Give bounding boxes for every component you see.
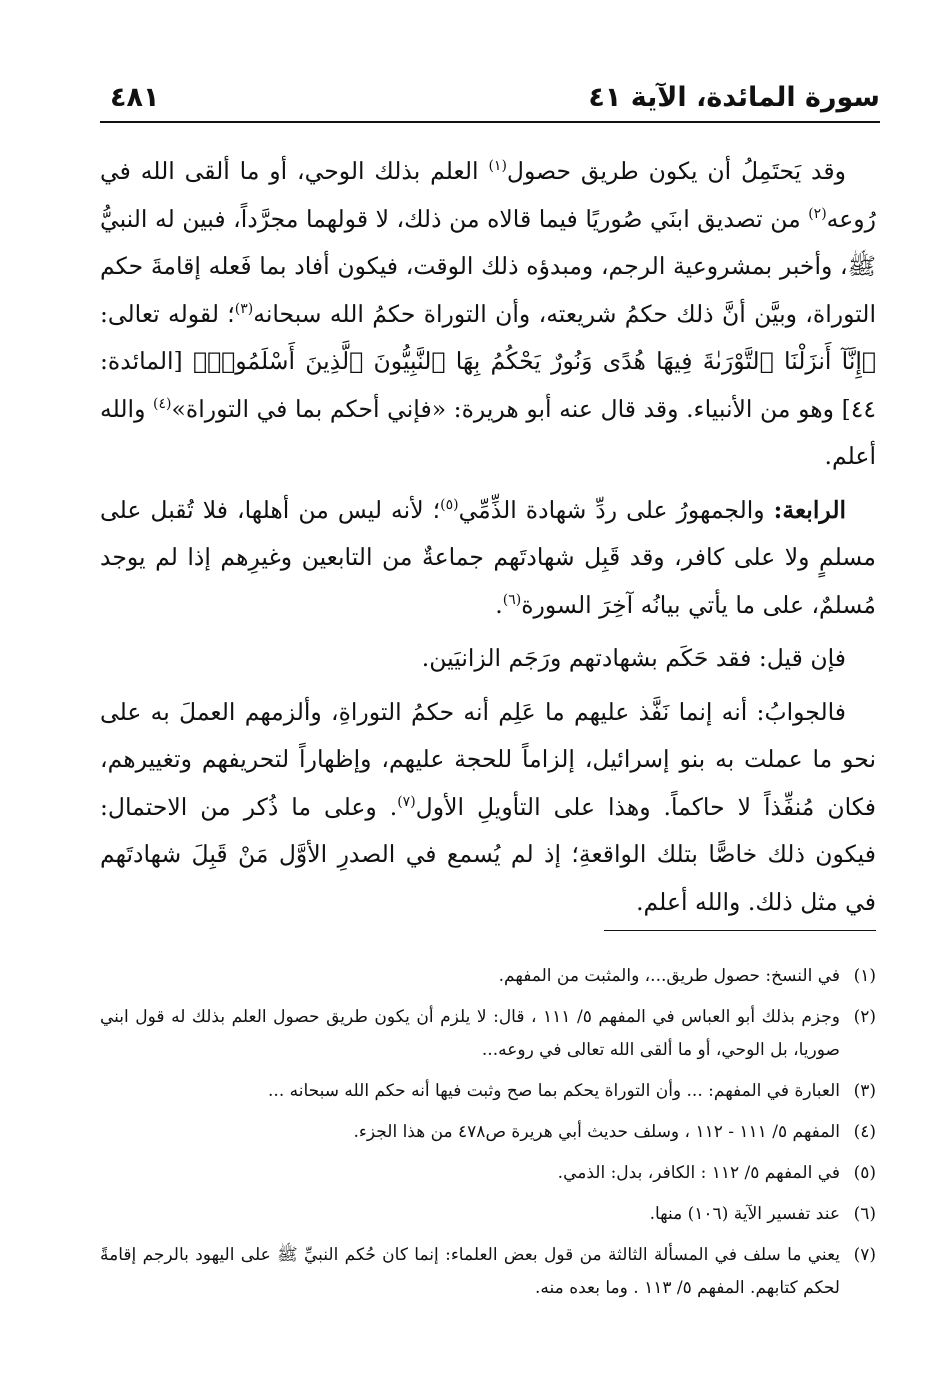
footnote-ref-5[interactable]: (٥) (440, 496, 459, 513)
footnote-ref-7[interactable]: (٧) (397, 793, 416, 810)
footnote-ref-1[interactable]: (١) (488, 158, 507, 175)
paragraph-2: الرابعة: والجمهورُ على ردِّ شهادة الذِّمِّي$^{(٥)}$؛ لأنه ليس من أهلها، فلا تُقبل على مسلمٍ ولا على كافر، وقد قَبِل شهادتَهم جماعةٌ من التابعين وغيرِهم إذا لم يوجد مُسلمٌ، على ما يأتي بيانُه آخِرَ السورة$^{(٦)}$. (100, 495, 876, 619)
footnote-6: (٦) عند تفسير الآية (١٠٦) منها. (649, 1204, 876, 1224)
header-divider (100, 121, 880, 123)
footnote-divider (604, 930, 876, 931)
footnote-7: (٧) يعني ما سلف في المسألة الثالثة من قول بعض العلماء: إنما كان حُكم النبيِّ ﷺ على اليهود بالرجم إقامةً لحكم كتابهم. المفهم ٥/ ١١٣ . وما بعده منه. (100, 1245, 876, 1298)
footnote-1: (١) في النسخ: حصول طريق...، والمثبت من المفهم. (498, 966, 876, 986)
section-lead: الرابعة: (773, 495, 847, 524)
footnote-ref-3[interactable]: (٣) (234, 300, 254, 317)
paragraph-3: فإن قيل: فقد حَكَم بشهادتهم ورَجَم الزانيَين. (421, 644, 846, 672)
footnote-3: (٣) العبارة في المفهم: ... وأن التوراة يحكم بما صح وثبت فيها أنه حكم الله سبحانه ... (268, 1081, 876, 1101)
main-text (100, 148, 876, 926)
footnote-ref-2[interactable]: (٢) (808, 205, 827, 222)
footnotes (100, 960, 876, 1313)
footnote-ref-4[interactable]: (٤) (153, 395, 172, 412)
paragraph-4: فالجوابُ: أنه إنما نَفَّذ عليهم ما عَلِم أنه حكمُ التوراةِ، وألزمهم العملَ به على نحو ما عملت به بنو إسرائيل، إلزاماً للحجة عليهم، وإظهاراً لتحريفهم وتغييرهم، فكان مُنفِّذاً لا حاكماً. وهذا على التأويلِ الأول$^{(٧)}$. وعلى ما ذُكر من الاحتمال: فيكون ذلك خاصًّا بتلك الواقعةِ؛ إذ لم يُسمع في الصدرِ الأوَّل مَنْ قَبِلَ شهادتَهم في مثل ذلك. والله أعلم. (100, 697, 876, 916)
footnote-2: (٢) وجزم بذلك أبو العباس في المفهم ٥/ ١١١ ، قال: لا يلزم أن يكون طريق حصول العلم بذلك له قول ابني صوريا، بل الوحي، أو ما ألقى الله تعالى في روعه... (100, 1007, 876, 1060)
running-title: سورة المائدة، الآية ٤١ (588, 82, 880, 113)
paragraph-1: وقد يَحتَمِلُ أن يكون طريق حصول$^{(١)}$ العلم بذلك الوحي، أو ما ألقى الله في رُوعه$^{(٢)}$ من تصديق ابنَي صُوريًا فيما قالاه من ذلك، لا قولهما مجرَّداً، فبين له النبيُّ ﷺ، وأخبر بمشروعية الرجم، ومبدؤه ذلك الوقت، فيكون أفاد بما فَعله إقامةَ حكم التوراة، وبيَّن أنَّ ذلك حكمُ شريعته، وأن التوراة حكمُ الله سبحانه$^{(٣)}$؛ لقوله تعالى: ﴿إِنَّآ أَنزَلْنَا ٱلتَّوْرَىٰةَ فِيهَا هُدًى وَنُورٌ يَحْكُمُ بِهَا ٱلنَّبِيُّونَ ٱلَّذِينَ أَسْلَمُوا۟﴾ [المائدة: ٤٤] وهو من الأنبياء. وقد قال عنه أبو هريرة: «فإني أحكم بما في التوراة»$^{(٤)}$ والله أعلم. (100, 157, 877, 470)
page-header (100, 80, 880, 120)
footnote-5: (٥) في المفهم ٥/ ١١٢ : الكافر، بدل: الذمي. (557, 1163, 876, 1183)
page-number: ٤٨١ (110, 82, 160, 113)
footnote-ref-6[interactable]: (٦) (502, 591, 522, 608)
footnote-4: (٤) المفهم ٥/ ١١١ - ١١٢ ، وسلف حديث أبي هريرة ص٤٧٨ من هذا الجزء. (353, 1122, 876, 1142)
